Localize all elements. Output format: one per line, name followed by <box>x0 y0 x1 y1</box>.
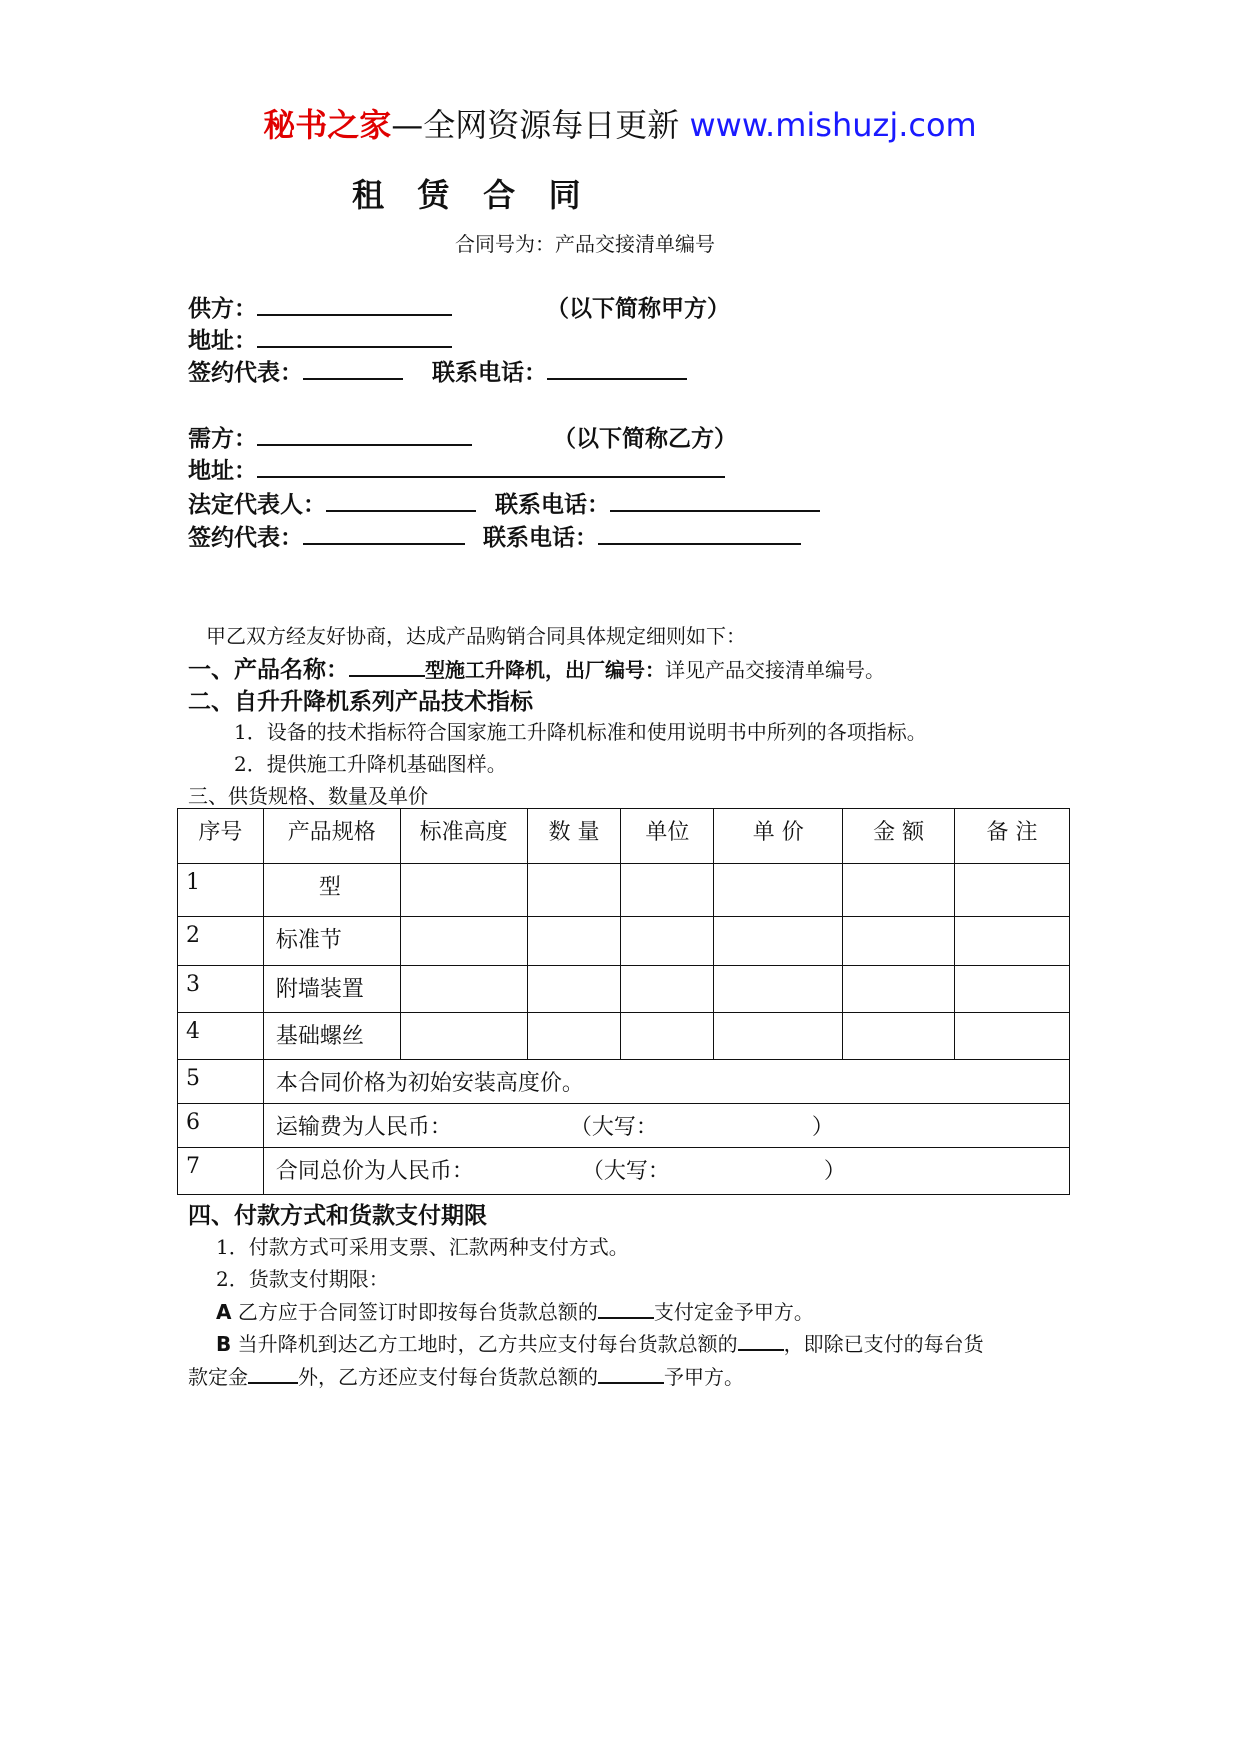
section-1-heading: 一、产品名称： <box>188 657 349 683</box>
section-4-heading: 四、付款方式和货款支付期限 <box>188 1203 487 1229</box>
cell <box>714 1013 843 1060</box>
cell <box>527 864 621 917</box>
row-number: 5 <box>178 1060 264 1104</box>
buyer-address-label: 地址： <box>188 458 257 484</box>
header-cell: 备 注 <box>955 809 1070 864</box>
freight-label: 运输费为人民币： <box>275 1115 452 1140</box>
buyer-address-line <box>188 452 725 485</box>
cell <box>843 966 955 1013</box>
section-3-heading: 三、供货规格、数量及单价 <box>188 784 428 808</box>
clause-b-text-3: 款定金 <box>188 1365 248 1389</box>
buyer-phone-blank-1 <box>610 490 820 512</box>
price-table <box>177 808 1070 1195</box>
table-row-note <box>178 1060 1070 1104</box>
row-spec: 型 <box>263 864 400 917</box>
buyer-legal-rep-blank <box>326 490 476 512</box>
row-number: 4 <box>178 1013 264 1060</box>
section-2-item-2: 2．提供施工升降机基础图样。 <box>234 752 507 776</box>
clause-a-text-1: 乙方应于合同签订时即按每台货款总额的 <box>231 1300 598 1324</box>
party-b-alias: （以下简称乙方） <box>553 426 737 452</box>
header-cell: 数 量 <box>527 809 621 864</box>
cell <box>527 917 621 966</box>
supplier-signer-blank <box>303 358 403 380</box>
clause-a-text-2: 支付定金予甲方。 <box>653 1300 814 1324</box>
arrival-rate-blank <box>738 1331 784 1351</box>
payment-clause-a <box>216 1296 814 1325</box>
intro-text: 甲乙双方经友好协商，达成产品购销合同具体规定细则如下： <box>206 624 746 648</box>
freight-cell <box>263 1104 1069 1148</box>
buyer-blank <box>257 424 472 446</box>
cell <box>527 966 621 1013</box>
row-number: 7 <box>178 1148 264 1195</box>
clause-b-text-4: 外，乙方还应支付每台货款总额的 <box>298 1365 598 1389</box>
balance-rate-blank <box>598 1364 664 1384</box>
table-row <box>178 917 1070 966</box>
table-header-row <box>178 809 1070 864</box>
price-note: 本合同价格为初始安装高度价。 <box>263 1060 1069 1104</box>
payment-clause-b-cont <box>188 1361 744 1390</box>
cell <box>955 864 1070 917</box>
total-label: 合同总价为人民币： <box>275 1159 474 1184</box>
payment-item-2: 2．货款支付期限： <box>216 1267 389 1291</box>
cell <box>714 966 843 1013</box>
header-cell: 单位 <box>621 809 714 864</box>
cell <box>400 917 527 966</box>
row-number: 2 <box>178 917 264 966</box>
buyer-line <box>188 420 472 453</box>
total-cell <box>263 1148 1069 1195</box>
buyer-label: 需方： <box>188 426 257 452</box>
table-row-freight <box>178 1104 1070 1148</box>
payment-clause-b <box>216 1328 984 1357</box>
cell <box>955 1013 1070 1060</box>
header-cell: 金 额 <box>843 809 955 864</box>
cell <box>955 966 1070 1013</box>
total-daxie-label: （大写： <box>581 1159 670 1184</box>
clause-a-label: A <box>216 1300 232 1324</box>
clause-b-label: B <box>216 1332 232 1356</box>
row-number: 3 <box>178 966 264 1013</box>
header-cell: 单 价 <box>714 809 843 864</box>
supplier-address-blank <box>257 326 452 348</box>
row-spec: 附墙装置 <box>263 966 400 1013</box>
cell <box>621 917 714 966</box>
table-row <box>178 864 1070 917</box>
supplier-signer-line <box>188 354 403 387</box>
row-spec: 标准节 <box>263 917 400 966</box>
clause-b-text-1: 当升降机到达乙方工地时，乙方共应支付每台货款总额的 <box>231 1332 738 1356</box>
cell <box>843 1013 955 1060</box>
header-cell: 标准高度 <box>400 809 527 864</box>
row-spec: 基础螺丝 <box>263 1013 400 1060</box>
cell <box>955 917 1070 966</box>
cell <box>621 966 714 1013</box>
cell <box>843 864 955 917</box>
supplier-label: 供方： <box>188 296 257 322</box>
buyer-phone-line-2 <box>483 519 801 552</box>
cell <box>527 1013 621 1060</box>
buyer-phone-blank-2 <box>598 523 801 545</box>
cell <box>621 864 714 917</box>
buyer-phone-label-2: 联系电话： <box>483 525 598 551</box>
section-2-heading: 二、自升升降机系列产品技术指标 <box>188 689 533 715</box>
header-cell: 序号 <box>178 809 264 864</box>
banner-slogan: —全网资源每日更新 <box>391 106 690 144</box>
buyer-address-blank <box>257 456 725 478</box>
banner-brand: 秘书之家 <box>263 106 392 144</box>
freight-daxie-label: （大写： <box>569 1115 658 1140</box>
supplier-phone-blank <box>547 358 687 380</box>
supplier-blank <box>257 294 452 316</box>
cell <box>714 864 843 917</box>
supplier-address-line <box>188 322 452 355</box>
row-number: 1 <box>178 864 264 917</box>
banner-url[interactable]: www.mishuzj.com <box>689 106 977 144</box>
supplier-address-label: 地址： <box>188 328 257 354</box>
payment-item-1: 1．付款方式可采用支票、汇款两种支付方式。 <box>216 1235 629 1259</box>
section-1-line <box>188 651 885 684</box>
supplier-phone-line <box>432 354 687 387</box>
deposit-amount-blank <box>248 1364 298 1384</box>
section-1-rest: 详见产品交接清单编号。 <box>665 658 885 682</box>
cell <box>400 966 527 1013</box>
site-banner <box>0 100 1240 146</box>
cell <box>714 917 843 966</box>
deposit-rate-blank <box>598 1299 654 1319</box>
cell <box>400 864 527 917</box>
clause-b-text-5: 予甲方。 <box>664 1365 744 1389</box>
document-title: 租 赁 合 同 <box>352 176 592 214</box>
row-number: 6 <box>178 1104 264 1148</box>
total-close: ） <box>823 1159 846 1184</box>
section-1-bold-rest: 型施工升降机，出厂编号： <box>425 658 665 682</box>
buyer-phone-label-1: 联系电话： <box>495 492 610 518</box>
table-row <box>178 966 1070 1013</box>
buyer-signer-line <box>188 519 465 552</box>
clause-b-text-2: ，即除已支付的每台货 <box>783 1332 984 1356</box>
buyer-phone-line-1 <box>495 486 820 519</box>
table-row-total <box>178 1148 1070 1195</box>
buyer-legal-rep-line <box>188 486 476 519</box>
buyer-signer-blank <box>303 523 465 545</box>
supplier-signer-label: 签约代表： <box>188 360 303 386</box>
header-cell: 产品规格 <box>263 809 400 864</box>
supplier-phone-label: 联系电话： <box>432 360 547 386</box>
buyer-signer-label: 签约代表： <box>188 525 303 551</box>
freight-close: ） <box>811 1115 834 1140</box>
cell <box>843 917 955 966</box>
supplier-line <box>188 290 452 323</box>
section-2-item-1: 1．设备的技术指标符合国家施工升降机标准和使用说明书中所列的各项指标。 <box>234 720 927 744</box>
table-row <box>178 1013 1070 1060</box>
cell <box>621 1013 714 1060</box>
product-name-blank <box>349 657 425 677</box>
buyer-legal-rep-label: 法定代表人： <box>188 492 326 518</box>
contract-number: 合同号为：产品交接清单编号 <box>455 232 715 256</box>
cell <box>400 1013 527 1060</box>
party-a-alias: （以下简称甲方） <box>546 296 730 322</box>
